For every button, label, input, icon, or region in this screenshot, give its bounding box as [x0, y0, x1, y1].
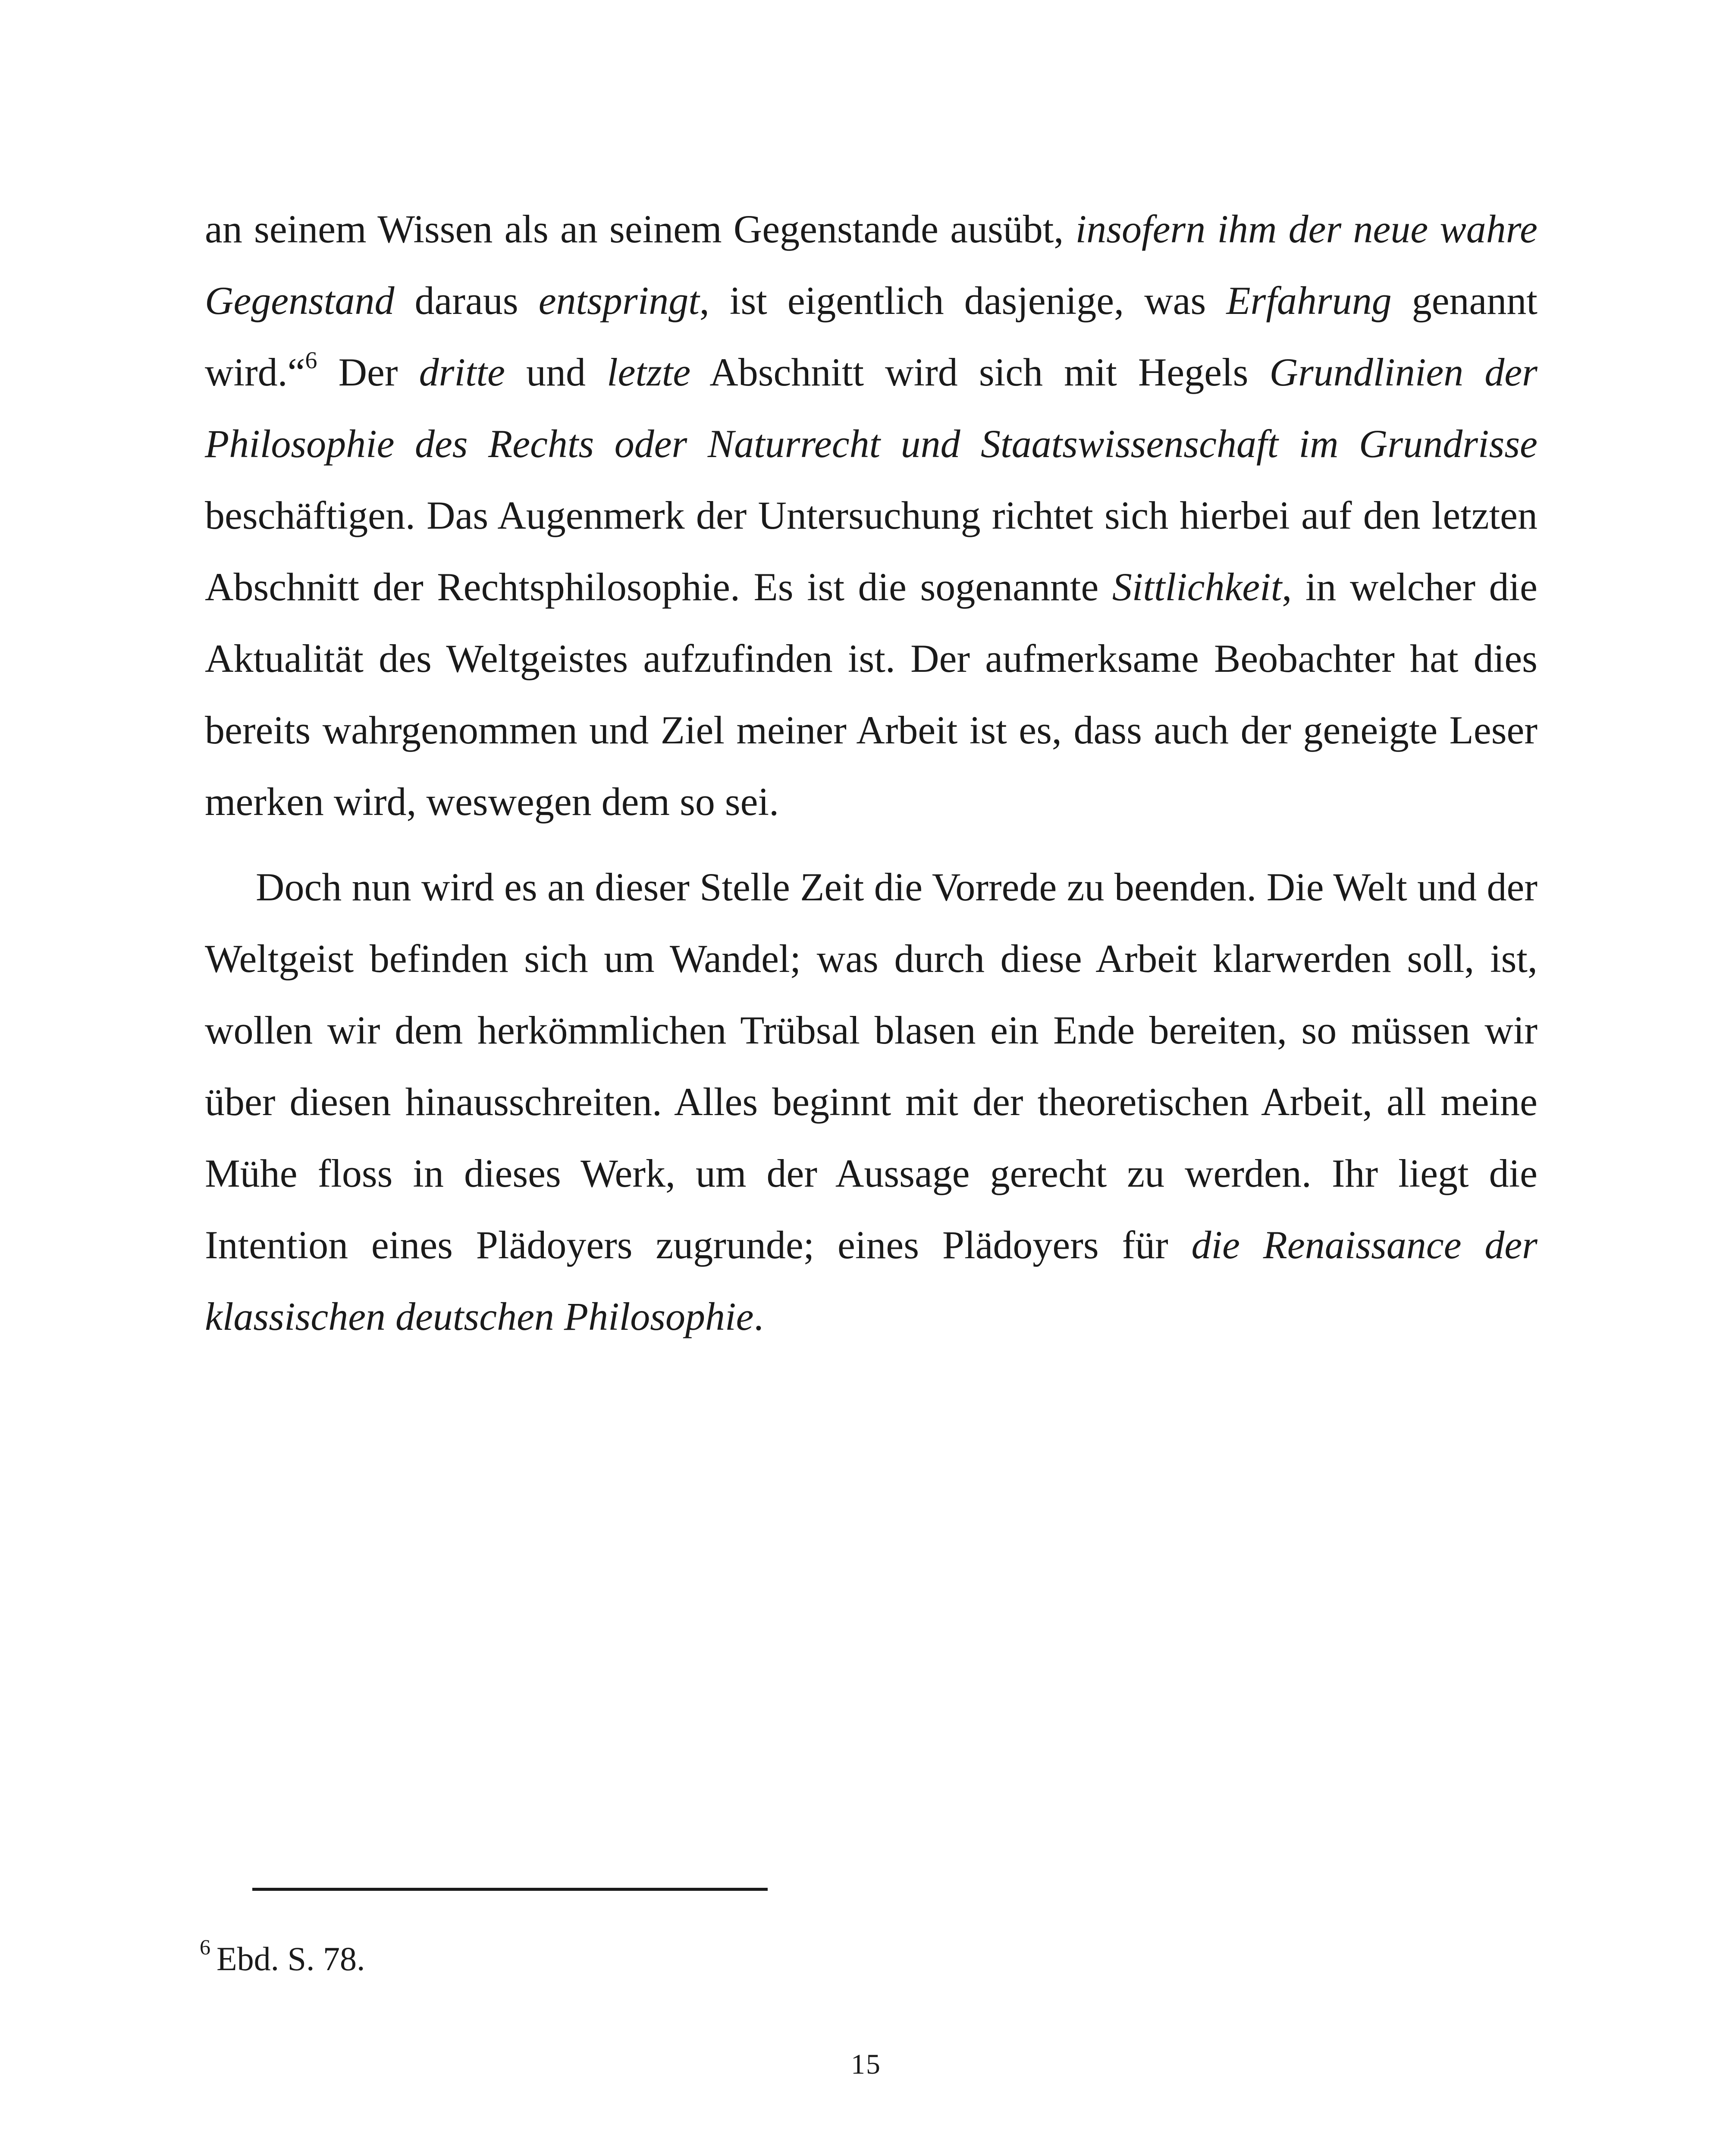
italic-run: Erfahrung: [1226, 279, 1392, 323]
text-run: an seinem Wissen als an seinem Gegenstande ausübt,: [205, 207, 1076, 251]
text-run: .: [753, 1294, 764, 1338]
text-run: Abschnitt wird sich mit Hegels: [690, 350, 1270, 394]
text-run: beschäftigen. Das Augenmerk der Untersuchung richtet sich hierbei auf den letzten Abschnitt der Rechtsphilosophie. Es ist die sogenannte: [205, 493, 1537, 609]
text-run: genannt wird.“: [205, 279, 1537, 394]
italic-run: insofern ihm der neue wahre Gegenstand: [205, 207, 1537, 323]
text-run: daraus: [394, 279, 539, 323]
text-run: , ist eigentlich dasjenige, was: [699, 279, 1227, 323]
italic-run: dritte: [419, 350, 505, 394]
italic-run: letzte: [607, 350, 691, 394]
footnote-text: Ebd. S. 78.: [216, 1940, 365, 1977]
footnote-number: 6: [200, 1935, 210, 1959]
text-run: Der: [317, 350, 419, 394]
italic-run-book-title: Grundlinien der Philosophie des Rechts oder Naturrecht und Staatswissenschaft im Grundrisse: [205, 350, 1537, 466]
footnote: [200, 1927, 365, 1983]
italic-run: Sittlichkeit: [1112, 565, 1282, 609]
paragraph-1: [205, 193, 1537, 837]
text-run: Doch nun wird es an dieser Stelle Zeit die Vorrede zu beenden. Die Welt und der Weltgeist befinden sich um Wandel; was durch diese Arbeit klarwerden soll, ist, wollen wir dem herkömmlichen Trübsal blasen ein Ende bereiten, so müssen wir über diesen hinausschreiten. Alles beginnt mit der theoretischen Arbeit, all meine Mühe floss in dieses Werk, um der Aussage gerecht zu werden. Ihr liegt die Intention eines Plädoyers zugrunde; eines Plädoyers für: [205, 865, 1537, 1267]
italic-run: entspringt: [538, 279, 700, 323]
text-run: und: [505, 350, 607, 394]
text-run: , in welcher die Aktualität des Weltgeistes aufzufinden ist. Der aufmerksame Beobachter hat dies bereits wahrgenommen und Ziel meiner Arbeit ist es, dass auch der geneigte Leser merken wird, weswegen dem so sei.: [205, 565, 1538, 824]
paragraph-2: [205, 851, 1537, 1352]
footnote-separator: [252, 1888, 768, 1891]
page-number: 15: [851, 2049, 881, 2080]
body-text: [205, 193, 1537, 1352]
footnote-reference: 6: [305, 347, 317, 374]
italic-run: die Renaissance der klassischen deutschen Philosophie: [205, 1223, 1537, 1338]
